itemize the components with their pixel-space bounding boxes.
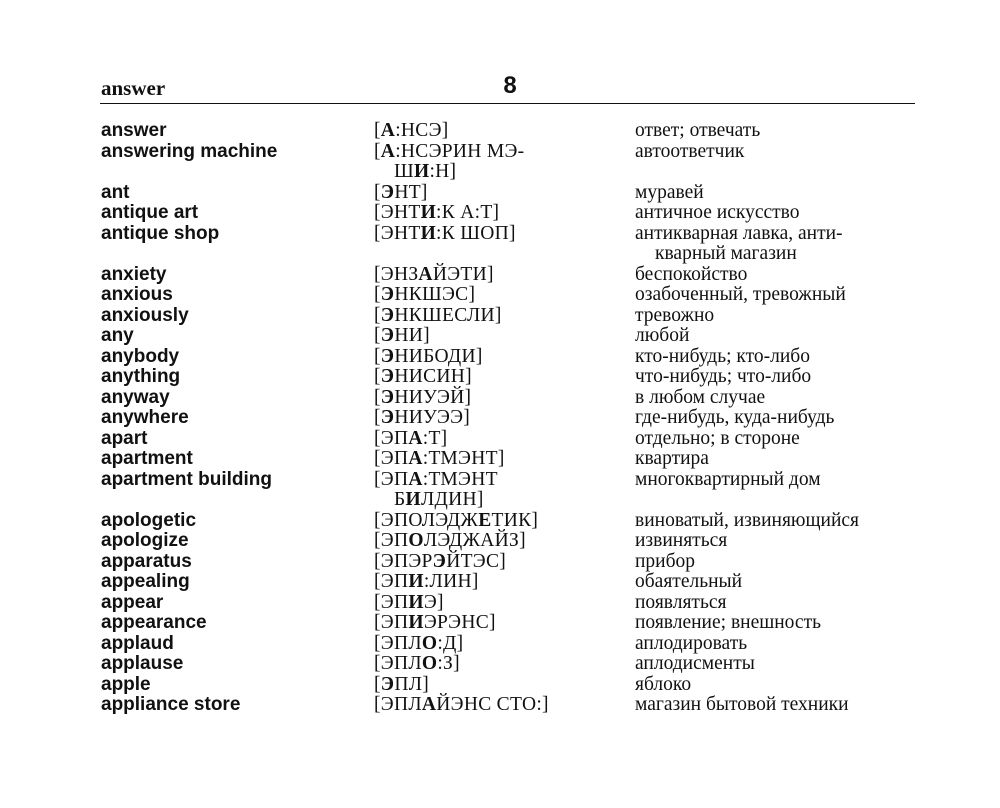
entry-translation: обаятельный: [635, 571, 743, 592]
entry-translation: антикварная лавка, анти- кварный магазин: [635, 222, 843, 264]
entry-headword: apartment building: [101, 468, 272, 490]
entry-transcription: [ЭНКШЕСЛИ]: [374, 304, 502, 326]
dictionary-entry: [0, 470, 1000, 511]
dictionary-entry: [0, 224, 1000, 265]
entry-headword: anxious: [101, 284, 173, 305]
entry-transcription: [ЭПА:ТМЭНТ БИЛДИН]: [374, 468, 498, 510]
header-rule: [100, 103, 915, 104]
entry-headword: antique shop: [101, 222, 220, 244]
entry-transcription: [ЭПЛО:Д]: [374, 632, 464, 654]
entry-translation: аплодисменты: [635, 653, 755, 674]
dictionary-entry: [0, 675, 1000, 696]
dictionary-entries: [0, 121, 1000, 716]
dictionary-entry: [0, 531, 1000, 552]
entry-headword: apologize: [101, 530, 189, 551]
dictionary-entry: [0, 265, 1000, 286]
entry-translation: появляться: [635, 591, 727, 613]
entry-translation: что-нибудь; что-либо: [635, 366, 812, 387]
page-number: 8: [503, 72, 517, 99]
entry-translation: отдельно; в стороне: [635, 427, 800, 449]
dictionary-entry: [0, 695, 1000, 716]
dictionary-entry: [0, 408, 1000, 429]
entry-headword: apologetic: [101, 509, 197, 531]
dictionary-entry: [0, 654, 1000, 675]
dictionary-entry: [0, 203, 1000, 224]
entry-translation: любой: [635, 325, 690, 346]
dictionary-entry: [0, 306, 1000, 327]
entry-transcription: [ЭНИБОДИ]: [374, 345, 483, 367]
entry-translation: кто-нибудь; кто-либо: [635, 345, 810, 367]
entry-transcription: [ЭНТИ:К ШОП]: [374, 222, 516, 244]
entry-transcription: [ЭПЛ]: [374, 673, 430, 695]
entry-translation: извиняться: [635, 530, 728, 551]
entry-translation: муравей: [635, 181, 704, 203]
dictionary-entry: [0, 142, 1000, 183]
entry-transcription: [ЭПА:Т]: [374, 427, 448, 449]
entry-headword: anxiety: [101, 263, 167, 285]
entry-headword: anywhere: [101, 407, 189, 428]
entry-transcription: [ЭНЗАЙЭТИ]: [374, 263, 494, 285]
entry-headword: appearance: [101, 612, 207, 633]
entry-transcription: [ЭНКШЭС]: [374, 284, 476, 305]
dictionary-entry: [0, 429, 1000, 450]
entry-headword: answer: [101, 120, 167, 141]
dictionary-entry: [0, 449, 1000, 470]
entry-translation: беспокойство: [635, 263, 748, 285]
entry-translation: прибор: [635, 550, 696, 572]
entry-translation: аплодировать: [635, 632, 748, 654]
entry-transcription: [А:НСЭ]: [374, 120, 449, 141]
entry-translation: магазин бытовой техники: [635, 694, 849, 715]
entry-transcription: [ЭПЭРЭЙТЭС]: [374, 550, 507, 572]
entry-headword: apparatus: [101, 550, 192, 572]
entry-transcription: [ЭПЛАЙЭНС СТО:]: [374, 694, 549, 715]
entry-transcription: [ЭНТ]: [374, 181, 428, 203]
entry-translation: озабоченный, тревожный: [635, 284, 846, 305]
entry-translation: квартира: [635, 448, 709, 469]
entry-headword: anxiously: [101, 304, 189, 326]
entry-headword: antique art: [101, 202, 199, 223]
entry-transcription: [ЭНИ]: [374, 325, 430, 346]
dictionary-entry: [0, 552, 1000, 573]
entry-headword: applause: [101, 653, 184, 674]
entry-transcription: [ЭНИСИН]: [374, 366, 472, 387]
entry-headword: answering machine: [101, 140, 278, 162]
entry-headword: anything: [101, 366, 181, 387]
entry-translation: многоквартирный дом: [635, 468, 821, 490]
dictionary-entry: [0, 285, 1000, 306]
entry-transcription: [ЭПЛО:З]: [374, 653, 460, 674]
entry-headword: apart: [101, 427, 148, 449]
entry-transcription: [ЭПОЛЭДЖЕТИК]: [374, 509, 539, 531]
entry-translation: в любом случае: [635, 386, 766, 408]
entry-headword: anybody: [101, 345, 180, 367]
entry-headword: any: [101, 325, 134, 346]
dictionary-entry: [0, 634, 1000, 655]
entry-transcription: [ЭПИЭРЭНС]: [374, 612, 496, 633]
entry-headword: appealing: [101, 571, 190, 592]
dictionary-entry: [0, 572, 1000, 593]
dictionary-entry: [0, 613, 1000, 634]
entry-translation: появление; внешность: [635, 612, 821, 633]
guide-word: answer: [101, 76, 166, 100]
dictionary-entry: [0, 511, 1000, 532]
entry-transcription: [ЭПА:ТМЭНТ]: [374, 448, 505, 469]
entry-transcription: [ЭПИ:ЛИН]: [374, 571, 479, 592]
dictionary-entry: [0, 388, 1000, 409]
entry-headword: apple: [101, 673, 151, 695]
entry-translation: где-нибудь, куда-нибудь: [635, 407, 835, 428]
entry-headword: apartment: [101, 448, 193, 469]
dictionary-entry: [0, 367, 1000, 388]
entry-transcription: [ЭНТИ:К А:Т]: [374, 202, 500, 223]
dictionary-entry: [0, 183, 1000, 204]
entry-headword: anyway: [101, 386, 170, 408]
entry-translation: тревожно: [635, 304, 715, 326]
dictionary-entry: [0, 593, 1000, 614]
entry-transcription: [А:НСЭРИН МЭ- ШИ:Н]: [374, 140, 525, 182]
entry-translation: автоответчик: [635, 140, 745, 162]
entry-translation: виноватый, извиняющийся: [635, 509, 860, 531]
entry-transcription: [ЭПОЛЭДЖАЙЗ]: [374, 530, 526, 551]
entry-translation: античное искусство: [635, 202, 800, 223]
dictionary-entry: [0, 121, 1000, 142]
entry-headword: appliance store: [101, 694, 241, 715]
entry-translation: ответ; отвечать: [635, 120, 761, 141]
dictionary-entry: [0, 347, 1000, 368]
entry-headword: ant: [101, 181, 130, 203]
entry-transcription: [ЭПИЭ]: [374, 591, 444, 613]
entry-transcription: [ЭНИУЭЙ]: [374, 386, 472, 408]
entry-transcription: [ЭНИУЭЭ]: [374, 407, 471, 428]
entry-headword: appear: [101, 591, 164, 613]
entry-headword: applaud: [101, 632, 174, 654]
dictionary-entry: [0, 326, 1000, 347]
entry-translation: яблоко: [635, 673, 692, 695]
